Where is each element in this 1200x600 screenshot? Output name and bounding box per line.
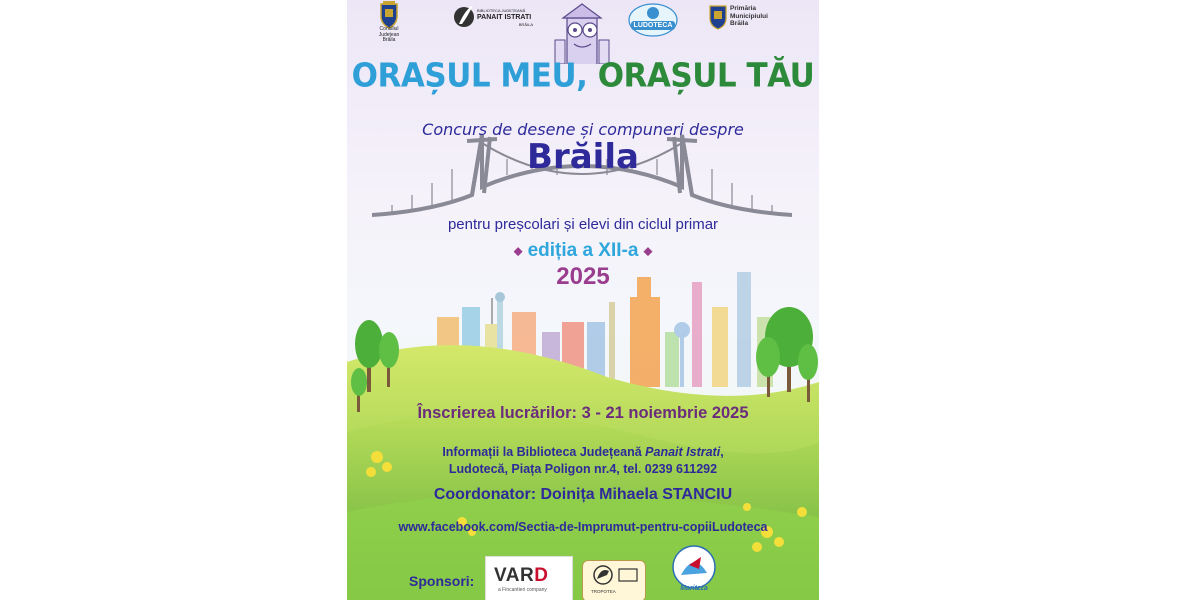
logo-line: Primăria bbox=[730, 5, 757, 12]
edition-year: 2025 bbox=[556, 263, 610, 290]
city-crest-icon bbox=[709, 4, 727, 30]
diamond-icon: ◆ bbox=[643, 245, 653, 258]
logo-line: Consiliul Județean bbox=[378, 26, 400, 38]
county-council-logo bbox=[369, 0, 409, 43]
poster bbox=[347, 0, 819, 600]
info-line-2: Ludotecă, Piața Poligon nr.4, tel. 0239 611292 bbox=[448, 462, 718, 476]
city-name: Brăila bbox=[527, 137, 639, 177]
tropotea-sponsor-logo bbox=[582, 560, 646, 600]
diamond-icon: ◆ bbox=[513, 245, 523, 258]
ludoteca-logo bbox=[627, 2, 679, 38]
vard-text-d: D bbox=[534, 565, 549, 586]
contest-subtitle: Concurs de desene și compuneri despre bbox=[422, 120, 744, 139]
info-line-1 bbox=[347, 444, 819, 461]
info-suffix: , bbox=[720, 445, 724, 459]
vard-sponsor-logo bbox=[485, 556, 573, 600]
library-logo bbox=[453, 2, 533, 34]
library-name: Panait Istrati bbox=[645, 445, 721, 459]
city-hall-logo bbox=[709, 2, 809, 38]
logo-line: BRĂILA bbox=[518, 21, 533, 27]
info-prefix: Informații la Biblioteca Județeană bbox=[442, 445, 646, 459]
title-part-2: ORAȘUL TĂU bbox=[597, 57, 815, 95]
facebook-link[interactable]: www.facebook.com/Sectia-de-Imprumut-pentru-copiiLudoteca bbox=[398, 520, 768, 534]
city-landscape-illustration bbox=[347, 262, 819, 600]
tropotea-text: TROPOTEA bbox=[591, 589, 616, 594]
registration-dates: Înscrierea lucrărilor: 3 - 21 noiembrie 2025 bbox=[417, 404, 749, 422]
logo-line: Brăila bbox=[730, 20, 749, 27]
ludoteca-text: LUDOTECA bbox=[633, 22, 673, 29]
vard-wordmark bbox=[494, 565, 548, 587]
edition-text bbox=[347, 240, 819, 262]
horse-icon bbox=[583, 561, 645, 589]
vard-text: VAR bbox=[494, 565, 535, 586]
poster-title bbox=[347, 57, 819, 95]
clock-tower-illustration bbox=[547, 0, 617, 64]
logo-line: Municipiului bbox=[730, 12, 768, 20]
edition-label: ediția a XII-a bbox=[527, 240, 639, 261]
audience-text: pentru preșcolari și elevi din ciclul primar bbox=[447, 216, 719, 233]
sponsors-label: Sponsori: bbox=[409, 573, 475, 589]
logo-line: PANAIT ISTRATI bbox=[477, 13, 532, 21]
quill-icon bbox=[453, 2, 475, 30]
vard-tagline: a Fincantieri company bbox=[498, 587, 547, 593]
logo-line: BIBLIOTECA JUDEȚEANĂ bbox=[477, 8, 526, 13]
logo-line: Brăila bbox=[382, 37, 396, 43]
info-block bbox=[347, 444, 819, 478]
ludoteca-badge-icon bbox=[627, 2, 679, 38]
title-part-1: ORAȘUL MEU, bbox=[351, 57, 588, 95]
coordinator: Coordonator: Doinița Mihaela STANCIU bbox=[433, 486, 733, 503]
maritzza-text: Maritzza bbox=[680, 585, 708, 592]
